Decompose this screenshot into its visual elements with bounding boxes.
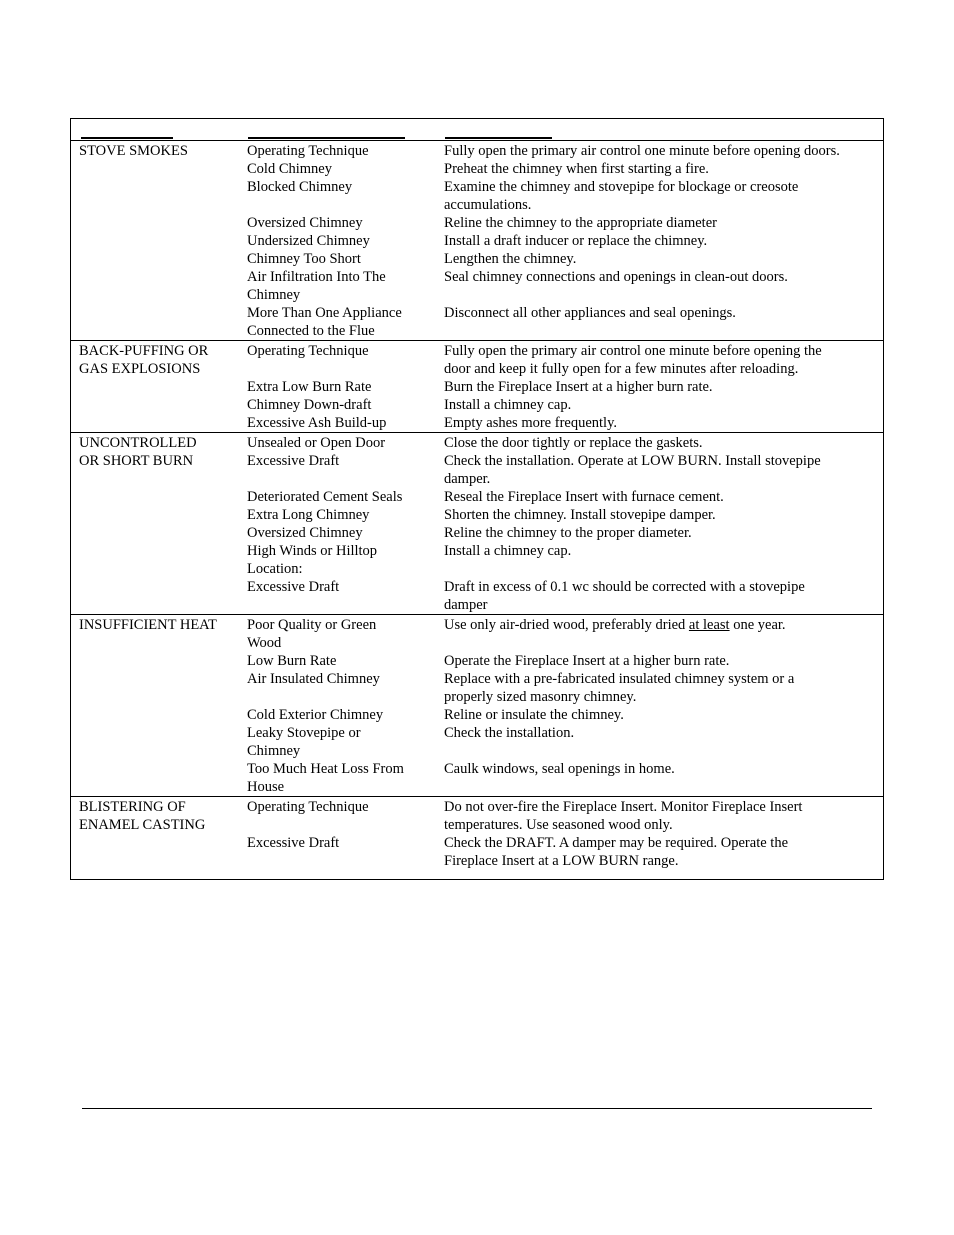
solution-text: Check the DRAFT. A damper may be required. Operate the <box>444 835 788 851</box>
solution-text: Seal chimney connections and openings in clean-out doors. <box>444 269 788 285</box>
solution-text: Replace with a pre-fabricated insulated chimney system or a <box>444 671 795 687</box>
cause-label: House <box>247 779 285 795</box>
solution-text: properly sized masonry chimney. <box>444 689 637 705</box>
cause-label: Operating Technique <box>247 343 369 359</box>
cause-label: Extra Long Chimney <box>247 507 370 523</box>
cause-label: Too Much Heat Loss From <box>247 761 404 777</box>
cause-label: Blocked Chimney <box>247 179 353 195</box>
problem-label: ENAMEL CASTING <box>79 817 206 833</box>
solution-text: Do not over-fire the Fireplace Insert. Monitor Fireplace Insert <box>444 799 803 815</box>
solution-text: Draft in excess of 0.1 wc should be corrected with a stovepipe <box>444 579 805 595</box>
cause-label: Cold Exterior Chimney <box>247 707 384 723</box>
solution-text: Empty ashes more frequently. <box>444 415 618 431</box>
cause-label: Deteriorated Cement Seals <box>247 489 403 505</box>
problem-label: BACK-PUFFING OR <box>79 343 209 359</box>
problem-group <box>71 140 883 341</box>
problem-label: INSUFFICIENT HEAT <box>79 617 217 633</box>
cause-label: Extra Low Burn Rate <box>247 379 372 395</box>
problem-group <box>71 796 883 871</box>
cause-label: Location: <box>247 561 303 577</box>
cause-label: Chimney Too Short <box>247 251 361 267</box>
cause-label: High Winds or Hilltop <box>247 543 378 559</box>
solution-text: Preheat the chimney when first starting a fire. <box>444 161 709 177</box>
problem-group <box>71 614 883 797</box>
header-underline-problem <box>81 137 173 139</box>
cause-label: Air Insulated Chimney <box>247 671 380 687</box>
cause-label: Leaky Stovepipe or <box>247 725 361 741</box>
cause-label: Excessive Draft <box>247 453 340 469</box>
solution-text: Reline or insulate the chimney. <box>444 707 624 723</box>
solution-text: Check the installation. <box>444 725 575 741</box>
cause-label: Undersized Chimney <box>247 233 370 249</box>
cause-label: Cold Chimney <box>247 161 332 177</box>
solution-text: Close the door tightly or replace the gaskets. <box>444 435 703 451</box>
cause-label: Wood <box>247 635 282 651</box>
solution-text: Fully open the primary air control one minute before opening the <box>444 343 822 359</box>
solution-text: Shorten the chimney. Install stovepipe damper. <box>444 507 716 523</box>
solution-text: Install a chimney cap. <box>444 397 572 413</box>
solution-text: Reline the chimney to the proper diameter. <box>444 525 692 541</box>
problem-label: OR SHORT BURN <box>79 453 194 469</box>
problem-label: GAS EXPLOSIONS <box>79 361 201 377</box>
solution-text: door and keep it fully open for a few minutes after reloading. <box>444 361 799 377</box>
solution-text: Disconnect all other appliances and seal openings. <box>444 305 736 321</box>
solution-text: Fireplace Insert at a LOW BURN range. <box>444 853 679 869</box>
cause-label: Poor Quality or Green <box>247 617 377 633</box>
problem-label: STOVE SMOKES <box>79 143 188 159</box>
cause-label: Chimney <box>247 743 301 759</box>
header-underline-cause <box>248 137 405 139</box>
problem-group <box>71 432 883 615</box>
problem-label: BLISTERING OF <box>79 799 186 815</box>
solution-text: damper <box>444 597 488 613</box>
solution-text: Burn the Fireplace Insert at a higher burn rate. <box>444 379 713 395</box>
solution-text: Lengthen the chimney. <box>444 251 577 267</box>
cause-label: Excessive Ash Build-up <box>247 415 387 431</box>
emphasis-underline: at least <box>688 617 730 633</box>
cause-label: Chimney <box>247 287 301 303</box>
cause-label: Connected to the Flue <box>247 323 375 339</box>
cause-label: Unsealed or Open Door <box>247 435 386 451</box>
solution-text: Install a draft inducer or replace the chimney. <box>444 233 708 249</box>
cause-label: Oversized Chimney <box>247 525 363 541</box>
solution-text: Fully open the primary air control one minute before opening doors. <box>444 143 840 159</box>
solution-text: accumulations. <box>444 197 532 213</box>
cause-label: Operating Technique <box>247 799 369 815</box>
header-underline-solution <box>445 137 552 139</box>
cause-label: Excessive Draft <box>247 835 340 851</box>
solution-text: Operate the Fireplace Insert at a higher burn rate. <box>444 653 730 669</box>
problem-label: UNCONTROLLED <box>79 435 197 451</box>
solution-text: Reline the chimney to the appropriate diameter <box>444 215 717 231</box>
cause-label: More Than One Appliance <box>247 305 402 321</box>
solution-text: Caulk windows, seal openings in home. <box>444 761 675 777</box>
solution-text: damper. <box>444 471 491 487</box>
cause-label: Excessive Draft <box>247 579 340 595</box>
solution-text: Install a chimney cap. <box>444 543 572 559</box>
solution-text: Reseal the Fireplace Insert with furnace cement. <box>444 489 724 505</box>
solution-text: Examine the chimney and stovepipe for blockage or creosote <box>444 179 799 195</box>
cause-label: Air Infiltration Into The <box>247 269 386 285</box>
solution-text: Check the installation. Operate at LOW BURN. Install stovepipe <box>444 453 821 469</box>
footer-rule <box>82 1108 872 1109</box>
solution-text: temperatures. Use seasoned wood only. <box>444 817 673 833</box>
cause-label: Chimney Down-draft <box>247 397 372 413</box>
solution-text: Use only air-dried wood, preferably dried at least one year. <box>444 617 786 633</box>
cause-label: Low Burn Rate <box>247 653 337 669</box>
problem-group <box>71 340 883 433</box>
cause-label: Operating Technique <box>247 143 369 159</box>
cause-label: Oversized Chimney <box>247 215 363 231</box>
troubleshooting-table <box>70 118 884 880</box>
